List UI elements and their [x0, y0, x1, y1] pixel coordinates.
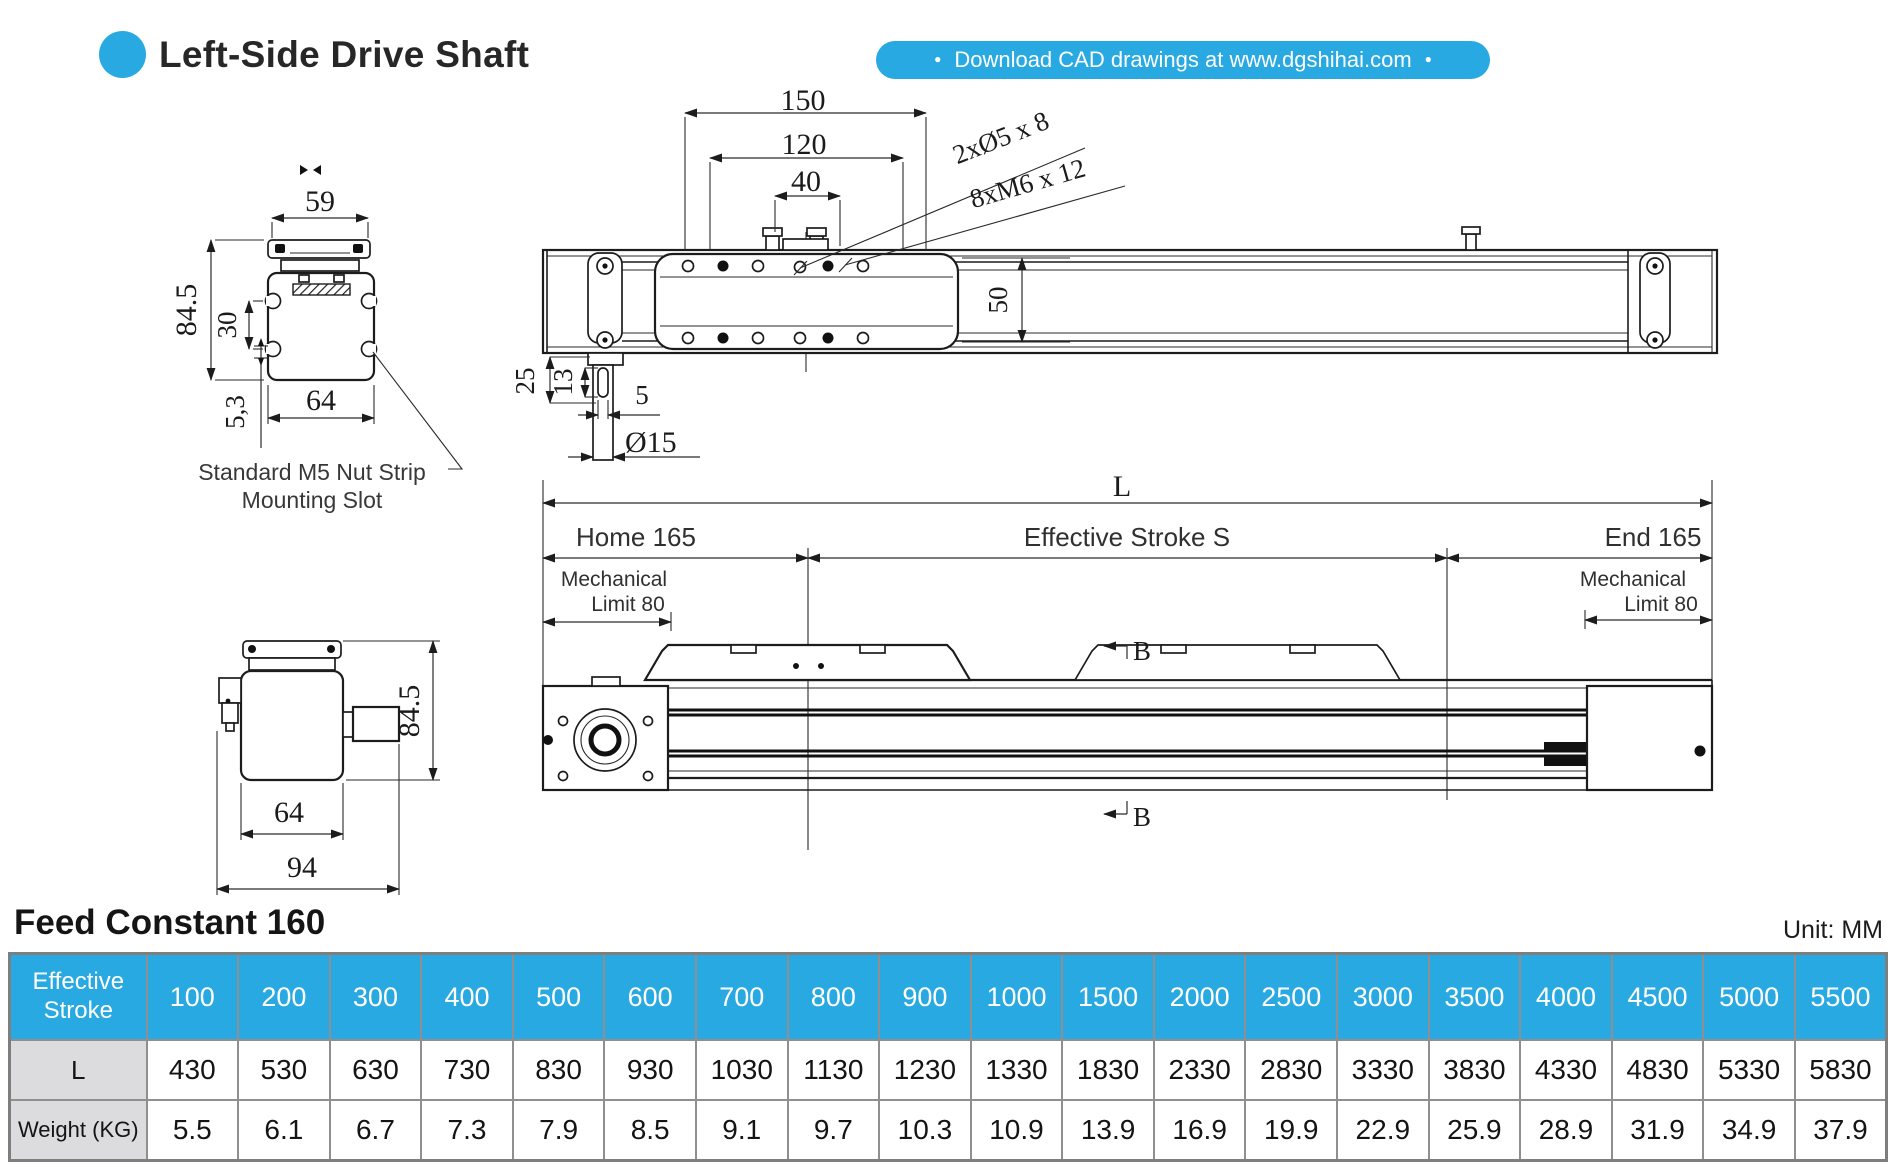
weight-cell: 16.9: [1154, 1100, 1246, 1161]
dim-84-5: 84.5: [170, 283, 203, 337]
stroke-header-cell: 5000: [1703, 954, 1795, 1041]
label-effective-stroke: Effective Stroke S: [1023, 522, 1231, 552]
stroke-header-cell: 800: [788, 954, 880, 1041]
weight-cell: 31.9: [1612, 1100, 1704, 1161]
dim-motor-64: 64: [274, 796, 304, 829]
weight-cell: 8.5: [604, 1100, 696, 1161]
length-cell: 530: [238, 1040, 330, 1100]
unit-label: Unit: MM: [1783, 916, 1883, 944]
row-label-length: L: [10, 1040, 147, 1100]
weight-cell: 7.3: [421, 1100, 513, 1161]
dim-L: L: [1112, 470, 1132, 503]
length-cell: 630: [330, 1040, 422, 1100]
dim-64: 64: [306, 384, 336, 417]
weight-cell: 7.9: [513, 1100, 605, 1161]
table-header-row: [10, 954, 1887, 1041]
carriage-top-view: [655, 254, 958, 349]
weight-cell: 6.7: [330, 1100, 422, 1161]
motor-end-view: [217, 641, 440, 895]
length-cell: 1330: [971, 1040, 1063, 1100]
page-title: Left-Side Drive Shaft: [159, 34, 530, 75]
banner-bullet-right-icon: ●: [1424, 52, 1432, 66]
label-mech-limit-right-2: Limit 80: [1624, 593, 1698, 616]
length-cell: 5330: [1703, 1040, 1795, 1100]
callout-dowel-holes: 2xØ5 x 8: [948, 105, 1053, 170]
weight-cell: 10.9: [971, 1100, 1063, 1161]
weight-cell: 10.3: [879, 1100, 971, 1161]
label-end: End 165: [1604, 522, 1702, 552]
table-heading: Feed Constant 160: [14, 903, 326, 942]
dim-25: 25: [510, 367, 540, 395]
stroke-header-cell: 3500: [1429, 954, 1521, 1041]
weight-cell: 9.1: [696, 1100, 788, 1161]
motor-connector: [219, 678, 241, 731]
weight-cell: 19.9: [1245, 1100, 1337, 1161]
dim-5: 5: [635, 380, 649, 410]
dim-motor-84-5: 84.5: [393, 684, 426, 738]
idler-end-block: [1587, 686, 1712, 790]
dim-dia15: Ø15: [625, 426, 677, 459]
length-cell: 2330: [1154, 1040, 1246, 1100]
dim-59: 59: [305, 185, 335, 218]
length-cell: 830: [513, 1040, 605, 1100]
stroke-header-cell: 600: [604, 954, 696, 1041]
stroke-header-cell: 1000: [971, 954, 1063, 1041]
weight-cell: 37.9: [1795, 1100, 1887, 1161]
stroke-header-cell: 4000: [1520, 954, 1612, 1041]
table-row-weight: [10, 1100, 1887, 1161]
length-cell: 4330: [1520, 1040, 1612, 1100]
dim-150: 150: [780, 84, 826, 117]
length-cell: 430: [147, 1040, 239, 1100]
top-view: [510, 84, 1717, 460]
label-mech-limit-left-2: Limit 80: [591, 593, 665, 616]
spec-table: [8, 952, 1888, 1162]
length-cell: 1830: [1062, 1040, 1154, 1100]
carriage-side-view: [645, 645, 970, 680]
weight-cell: 25.9: [1429, 1100, 1521, 1161]
length-cell: 1130: [788, 1040, 880, 1100]
length-cell: 930: [604, 1040, 696, 1100]
length-cell: 3330: [1337, 1040, 1429, 1100]
banner-text: Download CAD drawings at www.dgshihai.com: [954, 47, 1412, 72]
stroke-header-cell: 400: [421, 954, 513, 1041]
symmetry-icon: [300, 165, 321, 175]
weight-cell: 34.9: [1703, 1100, 1795, 1161]
length-cell: 3830: [1429, 1040, 1521, 1100]
stroke-header-cell: 300: [330, 954, 422, 1041]
dim-13: 13: [548, 368, 578, 396]
dim-30: 30: [212, 311, 242, 339]
label-mech-limit-left-1: Mechanical: [560, 568, 668, 591]
section-marker-b-bottom: [1104, 801, 1151, 832]
note-nut-strip-line2: Mounting Slot: [241, 487, 383, 513]
dim-50: 50: [983, 286, 1013, 314]
row-label-weight: Weight (KG): [10, 1100, 147, 1161]
stroke-header-cell: 4500: [1612, 954, 1704, 1041]
callout-threads: 8xM6 x 12: [966, 152, 1089, 215]
banner-bullet-left-icon: ●: [934, 52, 942, 66]
drive-shaft-detail: [588, 353, 623, 460]
stroke-header-cell: 2500: [1245, 954, 1337, 1041]
length-cell: 730: [421, 1040, 513, 1100]
note-nut-strip-line1: Standard M5 Nut Strip: [198, 459, 426, 485]
stroke-header-cell: 1500: [1062, 954, 1154, 1041]
length-cell: 4830: [1612, 1040, 1704, 1100]
weight-cell: 22.9: [1337, 1100, 1429, 1161]
dim-40: 40: [791, 165, 821, 198]
stroke-header-cell: 700: [696, 954, 788, 1041]
side-view: [543, 470, 1712, 850]
weight-cell: 28.9: [1520, 1100, 1612, 1161]
stroke-header-cell: 2000: [1154, 954, 1246, 1041]
stroke-header-cell: 3000: [1337, 954, 1429, 1041]
stroke-header-cell: 500: [513, 954, 605, 1041]
section-label-b-bottom: B: [1133, 802, 1152, 832]
sensor-nub: [1462, 227, 1480, 250]
weight-cell: 6.1: [238, 1100, 330, 1161]
length-cell: 1030: [696, 1040, 788, 1100]
label-home: Home 165: [576, 522, 696, 552]
table-corner-cell: Effective Stroke: [10, 954, 147, 1041]
dim-120: 120: [781, 128, 827, 161]
cross-section-view: [170, 165, 462, 513]
weight-cell: 9.7: [788, 1100, 880, 1161]
length-cell: 2830: [1245, 1040, 1337, 1100]
carriage-side-view-end-position: [1075, 645, 1400, 680]
stroke-header-cell: 200: [238, 954, 330, 1041]
label-mech-limit-right-1: Mechanical: [1579, 568, 1687, 591]
stroke-header-cell: 900: [879, 954, 971, 1041]
weight-cell: 13.9: [1062, 1100, 1154, 1161]
stroke-header-cell: 5500: [1795, 954, 1887, 1041]
output-shaft: [343, 707, 399, 741]
length-cell: 5830: [1795, 1040, 1887, 1100]
weight-cell: 5.5: [147, 1100, 239, 1161]
drive-end-block: [543, 677, 668, 790]
section-label-b-top: B: [1133, 636, 1152, 666]
belt-clamp-screws: [763, 228, 828, 250]
length-cell: 1230: [879, 1040, 971, 1100]
dim-motor-94: 94: [287, 851, 317, 884]
table-row-length: [10, 1040, 1887, 1100]
dim-5-3: 5,3: [220, 395, 250, 429]
stroke-header-cell: 100: [147, 954, 239, 1041]
